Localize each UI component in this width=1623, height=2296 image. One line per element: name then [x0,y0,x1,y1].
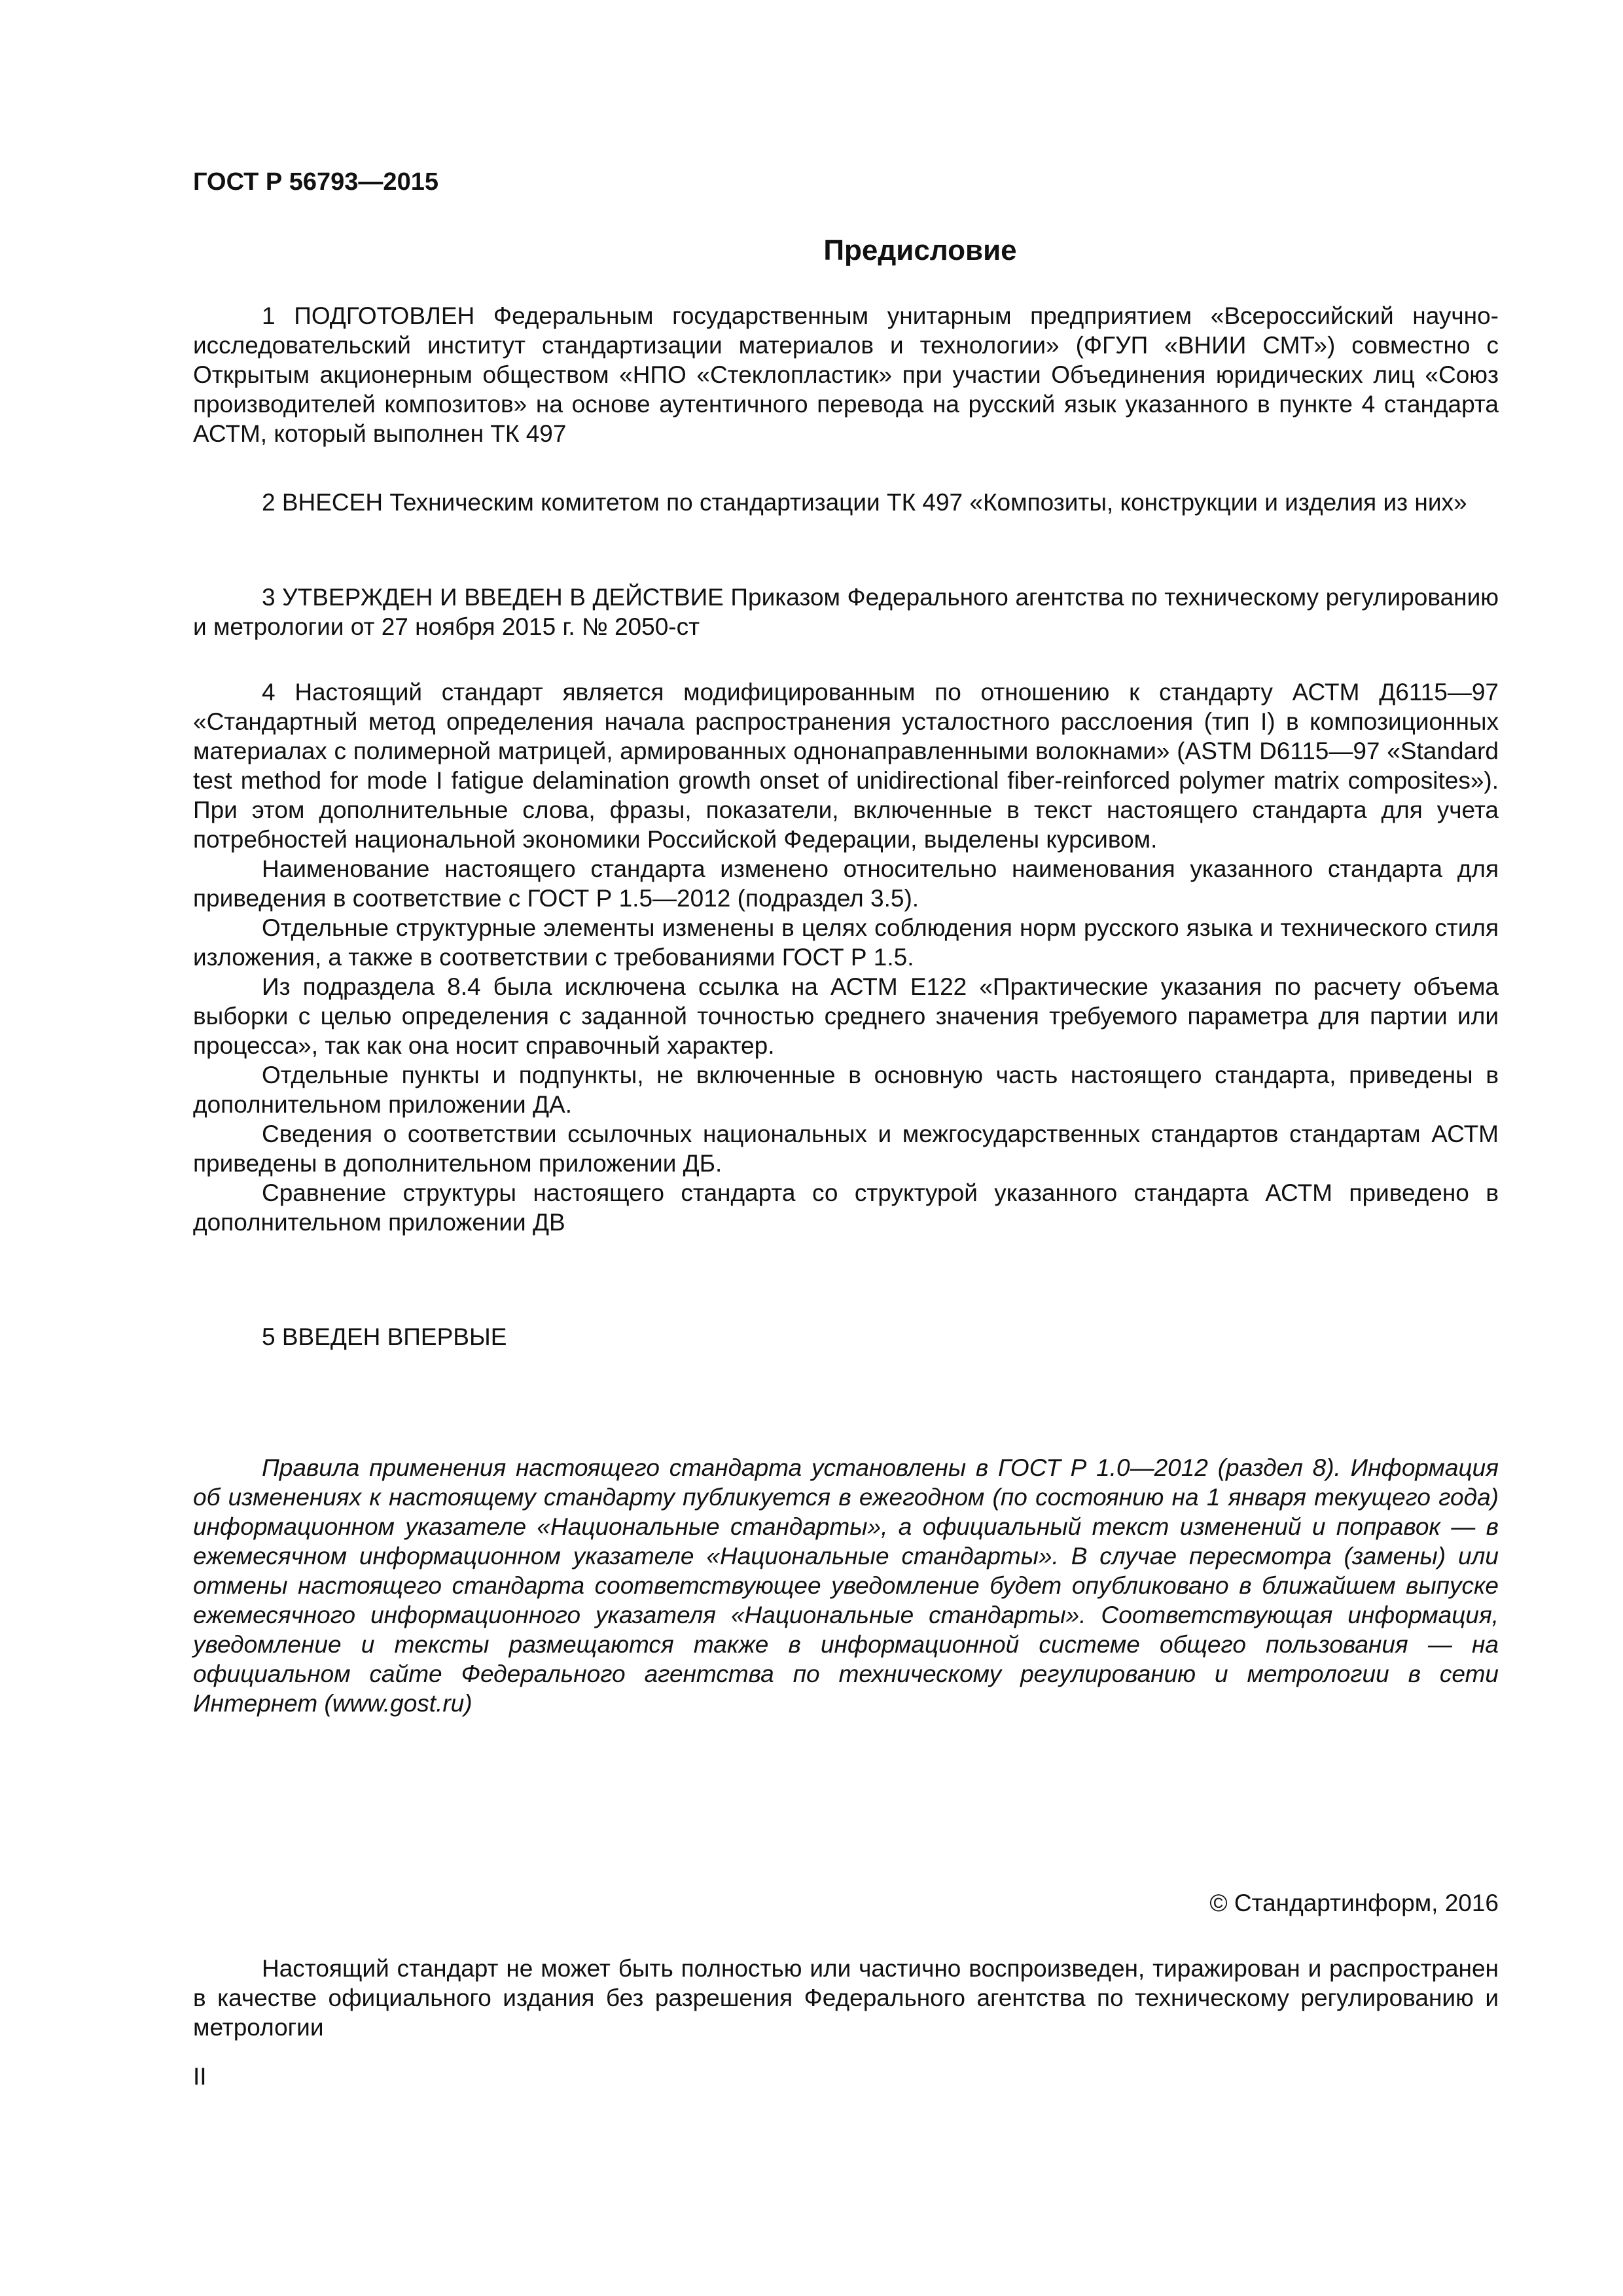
preface-paragraph: 4 Настоящий стандарт является модифицированным по отношению к стандарту АСТМ Д6115—97 «Стандартный метод определения начала распространения усталостного расслоения (тип I) в композиционных материалах с полимерной матрицей, армированных однонаправленными волокнами» (ASTM D6115—97 «Standard test method for mode I fatigue delamination growth onset of unidirectional fiber-reinforced polymer matrix composites»). При этом дополнительные слова, фразы, показатели, включенные в текст настоящего стандарта для учета потребностей национальной экономики Российской Федерации, выделены курсивом. [193,679,1499,853]
preface-paragraph: Отдельные структурные элементы изменены в целях соблюдения норм русского языка и технического стиля изложения, а также в соответствии с требованиями ГОСТ Р 1.5. [193,914,1499,971]
preface-paragraph: 3 УТВЕРЖДЕН И ВВЕДЕН В ДЕЙСТВИЕ Приказом Федерального агентства по техническому регулированию и метрологии от 27 ноября 2015 г. № 2050-ст [193,584,1499,640]
preface-item-2 [193,488,1499,517]
preface-paragraph: Отдельные пункты и подпункты, не включенные в основную часть настоящего стандарта, приведены в дополнительном приложении ДА. [193,1062,1499,1118]
preface-paragraph: Наименование настоящего стандарта изменено относительно наименования указанного стандарта для приведения в соответствие с ГОСТ Р 1.5—2012 (подраздел 3.5). [193,855,1499,912]
preface-paragraph: 2 ВНЕСЕН Техническим комитетом по стандартизации ТК 497 «Композиты, конструкции и изделия из них» [262,489,1467,516]
preface-paragraph: Из подраздела 8.4 была исключена ссылка на АСТМ Е122 «Практические указания по расчету объема выборки с целью определения с заданной точностью среднего значения требуемого параметра для партии или процесса», так как она носит справочный характер. [193,973,1499,1059]
preface-item-1 [193,301,1499,448]
preface-paragraph: 5 ВВЕДЕН ВПЕРВЫЕ [262,1323,507,1350]
page-number: II [193,2063,207,2090]
preface-item-4 [193,677,1499,1237]
preface-item-3 [193,583,1499,641]
document-code: ГОСТ Р 56793—2015 [193,168,438,196]
usage-notice: Правила применения настоящего стандарта установлены в ГОСТ Р 1.0—2012 (раздел 8). Информация об изменениях к настоящему стандарту публикуется в ежегодном (по состоянию на 1 января текущего года) информационном указателе «Национальные стандарты», а официальный текст изменений и поправок — в ежемесячном информационном указателе «Национальные стандарты». В случае пересмотра (замены) или отмены настоящего стандарта соответствующее уведомление будет опубликовано в ближайшем выпуске ежемесячного информационного указателя «Национальные стандарты». Соответствующая информация, уведомление и тексты размещаются также в информационной системе общего пользования — на официальном сайте Федерального агентства по техническому регулированию и метрологии в сети Интернет (www.gost.ru) [193,1454,1499,1717]
legal-notice: Настоящий стандарт не может быть полностью или частично воспроизведен, тиражирован и распространен в качестве официального издания без разрешения Федерального агентства по техническому регулированию и метрологии [193,1955,1499,2041]
page-title: Предисловие [823,234,1017,266]
copyright-line: © Стандартинформ, 2016 [1209,1890,1499,1916]
preface-paragraph: 1 ПОДГОТОВЛЕН Федеральным государственным унитарным предприятием «Всероссийский научно-исследовательский институт стандартизации материалов и технологии» (ФГУП «ВНИИ СМТ») совместно с Открытым акционерным обществом «НПО «Стеклопластик» при участии Объединения юридических лиц «Союз производителей композитов» на основе аутентичного перевода на русский язык указанного в пункте 4 стандарта АСТМ, который выполнен ТК 497 [193,302,1499,447]
preface-item-5 [193,1322,1499,1352]
preface-paragraph: Сведения о соответствии ссылочных национальных и межгосударственных стандартов стандартам АСТМ приведены в дополнительном приложении ДБ. [193,1121,1499,1177]
preface-paragraph: Сравнение структуры настоящего стандарта со структурой указанного стандарта АСТМ приведено в дополнительном приложении ДВ [193,1179,1499,1236]
